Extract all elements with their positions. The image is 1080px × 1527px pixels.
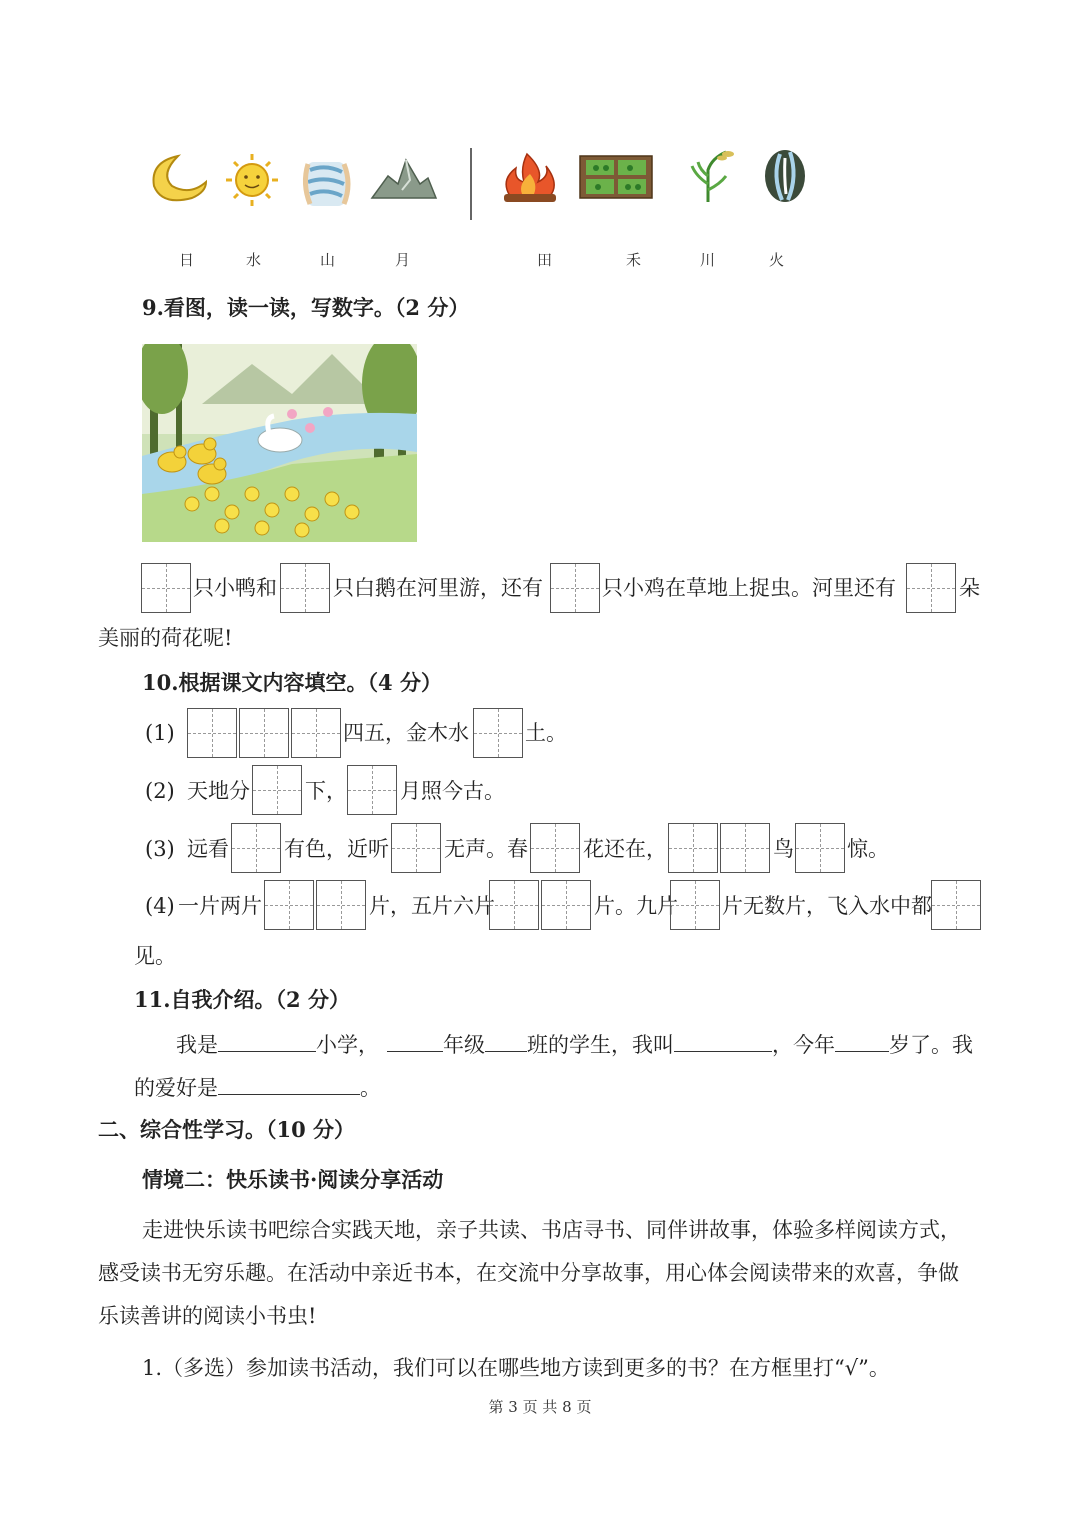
q11-text-1: 我是 <box>176 1033 218 1057</box>
grade-blank[interactable] <box>387 1027 443 1052</box>
name-blank[interactable] <box>674 1027 772 1052</box>
q11-text-8: 。 <box>360 1076 381 1100</box>
q11-text-3: 年级 <box>443 1033 485 1057</box>
q11-title: 11.自我介绍。（2 分） <box>134 987 350 1012</box>
q9-box-geese[interactable] <box>280 563 330 613</box>
q10-line3-box-2[interactable] <box>391 823 441 873</box>
q10-line3-text-a: 远看 <box>187 837 229 861</box>
pictograph-label-ri: 日 <box>179 251 195 269</box>
q10-line4-text-c: 片。九片 <box>594 894 678 918</box>
q10-line3-box-4[interactable] <box>668 823 718 873</box>
q10-line3-text-d: 花还在， <box>583 837 667 861</box>
q11-text-5: ，今年 <box>772 1033 835 1057</box>
q10-line4-number: (4) <box>145 894 175 918</box>
school-blank[interactable] <box>218 1027 316 1052</box>
pictograph-label-tian: 田 <box>537 251 553 269</box>
water-picture <box>305 162 348 206</box>
fire-picture <box>504 154 556 202</box>
q10-line4-box-5[interactable] <box>670 880 720 930</box>
q10-line3-text-c: 无声。春 <box>444 837 528 861</box>
q11-text-4: 班的学生，我叫 <box>527 1033 674 1057</box>
q10-line2-text-b: 下， <box>305 779 347 803</box>
q10-line4-box-3[interactable] <box>489 880 539 930</box>
q10-line2-box-1[interactable] <box>252 765 302 815</box>
hobby-blank[interactable] <box>218 1070 360 1095</box>
q10-line4-text-a: 一片两片 <box>178 894 262 918</box>
section2-title: 二、综合性学习。（10 分） <box>98 1117 356 1142</box>
q9-title: 9.看图，读一读，写数字。（2 分） <box>142 295 470 320</box>
q9-text-4: 朵 <box>959 576 980 600</box>
mountain-picture <box>372 160 436 198</box>
section2-paragraph-line1: 走进快乐读书吧综合实践天地，亲子共读、书店寻书、同伴讲故事，体验多样阅读方式， <box>142 1218 961 1242</box>
q9-text-2: 只白鹅在河里游，还有 <box>333 576 543 600</box>
pictograph-label-shan: 山 <box>320 251 336 269</box>
q11-line1 <box>176 1027 973 1061</box>
field-picture <box>580 156 652 198</box>
q10-line3-number: (3) <box>145 837 175 861</box>
section2-paragraph-line3: 乐读善讲的阅读小书虫! <box>98 1304 317 1328</box>
q10-line4-box-2[interactable] <box>316 880 366 930</box>
q9-text-1: 只小鸭和 <box>193 576 277 600</box>
q10-line4-box-1[interactable] <box>264 880 314 930</box>
q10-line1-text-a: 四五，金木水 <box>343 721 469 745</box>
q10-line1-text-b: 土。 <box>525 721 567 745</box>
q10-line4-text-b: 片，五片六片 <box>369 894 495 918</box>
river-picture <box>765 150 805 202</box>
age-blank[interactable] <box>835 1027 889 1052</box>
q10-line1-box-3[interactable] <box>291 708 341 758</box>
sun-picture <box>226 154 278 206</box>
q10-line3-box-1[interactable] <box>231 823 281 873</box>
q10-line3-box-3[interactable] <box>530 823 580 873</box>
page-number: 第 3 页 共 8 页 <box>488 1398 592 1416</box>
q10-title: 10.根据课文内容填空。（4 分） <box>142 670 442 695</box>
rice-plant-picture <box>692 151 734 202</box>
q9-text-3: 只小鸡在草地上捉虫。河里还有 <box>602 576 896 600</box>
q10-line4-text-e: 见。 <box>134 944 176 968</box>
q9-box-ducklings[interactable] <box>141 563 191 613</box>
q10-line3-text-f: 惊。 <box>847 837 889 861</box>
q10-line2-text-c: 月照今古。 <box>400 779 505 803</box>
pictograph-pictures <box>140 140 830 220</box>
q11-text-6: 岁了。我 <box>889 1033 973 1057</box>
q9-scene-picture <box>142 344 417 542</box>
q10-line4-box-6[interactable] <box>931 880 981 930</box>
q9-text-5: 美丽的荷花呢! <box>98 626 233 650</box>
class-blank[interactable] <box>485 1027 527 1052</box>
section2-paragraph-line2: 感受读书无穷乐趣。在活动中亲近书本，在交流中分享故事，用心体会阅读带来的欢喜，争做 <box>98 1261 959 1285</box>
q10-line1-box-4[interactable] <box>473 708 523 758</box>
q11-line2 <box>134 1070 381 1104</box>
moon-picture <box>154 156 207 200</box>
section2-question1: 1.（多选）参加读书活动，我们可以在哪些地方读到更多的书？在方框里打“√”。 <box>142 1356 890 1380</box>
q9-box-chicks[interactable] <box>550 563 600 613</box>
q10-line2-text-a: 天地分 <box>187 779 250 803</box>
pictograph-label-chuan: 川 <box>700 251 716 269</box>
q10-line1-box-2[interactable] <box>239 708 289 758</box>
q10-line3-box-6[interactable] <box>795 823 845 873</box>
pictograph-label-he: 禾 <box>626 251 642 269</box>
q10-line2-number: (2) <box>145 779 175 803</box>
q10-line1-box-1[interactable] <box>187 708 237 758</box>
q9-box-lotus[interactable] <box>906 563 956 613</box>
q11-text-2: 小学， <box>316 1033 379 1057</box>
pictograph-label-shui: 水 <box>246 251 262 269</box>
pictograph-label-huo: 火 <box>769 251 785 269</box>
q10-line4-box-4[interactable] <box>541 880 591 930</box>
q10-line3-text-b: 有色，近听 <box>284 837 389 861</box>
section2-scenario: 情境二：快乐读书·阅读分享活动 <box>142 1167 444 1192</box>
q10-line4-text-d: 片无数片，飞入水中都 <box>722 894 932 918</box>
q11-text-7: 的爱好是 <box>134 1076 218 1100</box>
q10-line3-text-e: 鸟 <box>773 837 794 861</box>
q10-line1-number: (1) <box>145 721 175 745</box>
q10-line3-box-5[interactable] <box>720 823 770 873</box>
q10-line2-box-2[interactable] <box>347 765 397 815</box>
pictograph-label-yue: 月 <box>395 251 411 269</box>
